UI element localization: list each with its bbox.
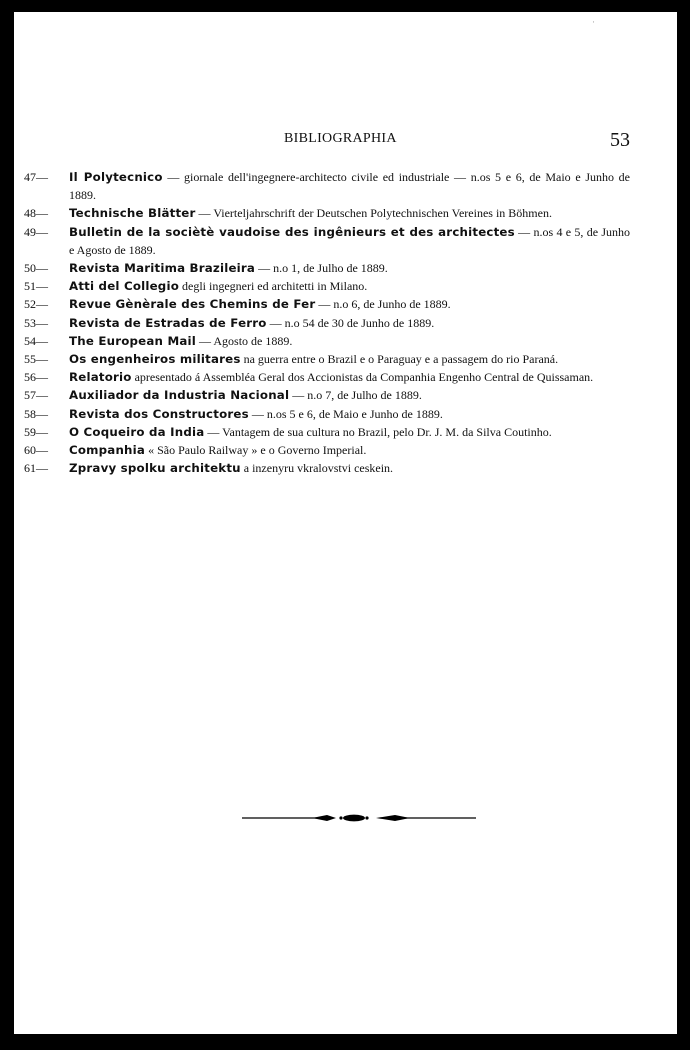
- entry-body: [69, 368, 630, 386]
- entry-number: 60—: [24, 443, 48, 458]
- bibliography-entry: [24, 168, 630, 204]
- entry-title: The European Mail: [69, 333, 197, 348]
- entry-body: [69, 277, 630, 295]
- entry-text: na guerra entre o Brazil e o Paraguay e a passagem do rio Paraná.: [240, 352, 559, 367]
- entry-number: 59—: [24, 424, 48, 439]
- bibliography-entry: [24, 386, 630, 404]
- entry-title: Technische Blätter: [69, 206, 196, 221]
- bibliography-entry: [24, 350, 630, 368]
- entry-number: 50—: [24, 261, 48, 276]
- entry-title: O Coqueiro da India: [69, 424, 205, 439]
- entry-text: — n.os 4 e 5, de Junho e Agosto de 1889.: [69, 224, 630, 257]
- bibliography-entry: [24, 295, 630, 313]
- entry-body: [69, 314, 630, 332]
- entry-title: Revista dos Constructores: [69, 406, 249, 421]
- bibliography-entry: [24, 368, 630, 386]
- entry-number: 56—: [24, 370, 48, 385]
- entry-body: [69, 204, 630, 222]
- entry-body: [69, 295, 630, 313]
- entry-text: apresentado á Assembléa Geral dos Accionistas da Companhia Engenho Central de Quissaman.: [131, 370, 594, 385]
- entry-title: Relatorio: [69, 370, 132, 385]
- entry-text: degli ingegneri ed architetti in Milano.: [179, 279, 368, 294]
- entry-title: Companhia: [69, 443, 146, 458]
- entry-number: 54—: [24, 333, 48, 348]
- entry-text: — n.o 1, de Julho de 1889.: [255, 261, 388, 276]
- entry-title: Zpravy spolku architektu: [69, 461, 241, 476]
- entry-number: 55—: [24, 352, 48, 367]
- entry-text: — Agosto de 1889.: [196, 333, 293, 348]
- entry-body: [69, 405, 630, 423]
- entry-text: — Vierteljahrschrift der Deutschen Polytechnischen Vereines in Böhmen.: [195, 206, 552, 221]
- entry-text: — Vantagem de sua cultura no Brazil, pelo Dr. J. M. da Silva Coutinho.: [204, 424, 552, 439]
- entry-number: 47—: [24, 170, 48, 184]
- bibliography-list: [24, 168, 630, 477]
- entry-text: a inzenyru vkralovstvi ceskein.: [240, 461, 394, 476]
- bibliography-entry: [24, 423, 630, 441]
- entry-number: 48—: [24, 206, 48, 221]
- entry-number: 57—: [24, 388, 48, 403]
- page-header: [14, 131, 677, 161]
- entry-text: — n.o 7, de Julho de 1889.: [289, 388, 422, 403]
- entry-body: [69, 168, 630, 204]
- bibliography-entry: [24, 441, 630, 459]
- entry-number: 53—: [24, 315, 48, 330]
- entry-body: [69, 350, 630, 368]
- entry-number: 58—: [24, 406, 48, 421]
- entry-body: [69, 332, 630, 350]
- bibliography-entry: [24, 204, 630, 222]
- entry-body: [69, 259, 630, 277]
- entry-text: « São Paulo Railway » e o Governo Imperial.: [145, 443, 367, 458]
- running-title: BIBLIOGRAPHIA: [284, 131, 397, 146]
- entry-body: [69, 459, 630, 477]
- entry-number: 51—: [24, 279, 48, 294]
- entry-text: — giornale dell'ingegnere-architecto civile ed industriale — n.os 5 e 6, de Maio e Junho de 1889.: [69, 170, 630, 203]
- entry-title: Bulletin de la sociètè vaudoise des ingênieurs et des architectes: [69, 224, 515, 239]
- page-number: 53: [610, 129, 630, 151]
- ornament-divider-icon: [242, 808, 480, 828]
- bibliography-entry: [24, 405, 630, 423]
- entry-text: — n.os 5 e 6, de Maio e Junho de 1889.: [248, 406, 443, 421]
- bibliography-entry: [24, 277, 630, 295]
- entry-title: Atti del Collegio: [69, 279, 179, 294]
- entry-title: Os engenheiros militares: [69, 352, 241, 367]
- entry-text: — n.o 54 de 30 de Junho de 1889.: [266, 315, 435, 330]
- entry-title: Revista de Estradas de Ferro: [69, 315, 267, 330]
- bibliography-entry: [24, 259, 630, 277]
- bibliography-entry: [24, 332, 630, 350]
- entry-body: [69, 423, 630, 441]
- book-page: [14, 12, 677, 1034]
- page-speck: ·: [592, 17, 595, 27]
- entry-body: [69, 223, 630, 259]
- entry-body: [69, 441, 630, 459]
- entry-body: [69, 386, 630, 404]
- bibliography-entry: [24, 314, 630, 332]
- entry-number: 61—: [24, 461, 48, 476]
- entry-text: — n.o 6, de Junho de 1889.: [315, 297, 451, 312]
- bibliography-entry: [24, 459, 630, 477]
- entry-title: Revista Maritima Brazileira: [69, 261, 256, 276]
- entry-title: Revue Gènèrale des Chemins de Fer: [69, 297, 316, 312]
- entry-title: Auxiliador da Industria Nacional: [69, 388, 290, 403]
- entry-number: 52—: [24, 297, 48, 312]
- entry-number: 49—: [24, 224, 48, 239]
- bibliography-entry: [24, 223, 630, 259]
- entry-title: Il Polytecnico: [69, 170, 163, 184]
